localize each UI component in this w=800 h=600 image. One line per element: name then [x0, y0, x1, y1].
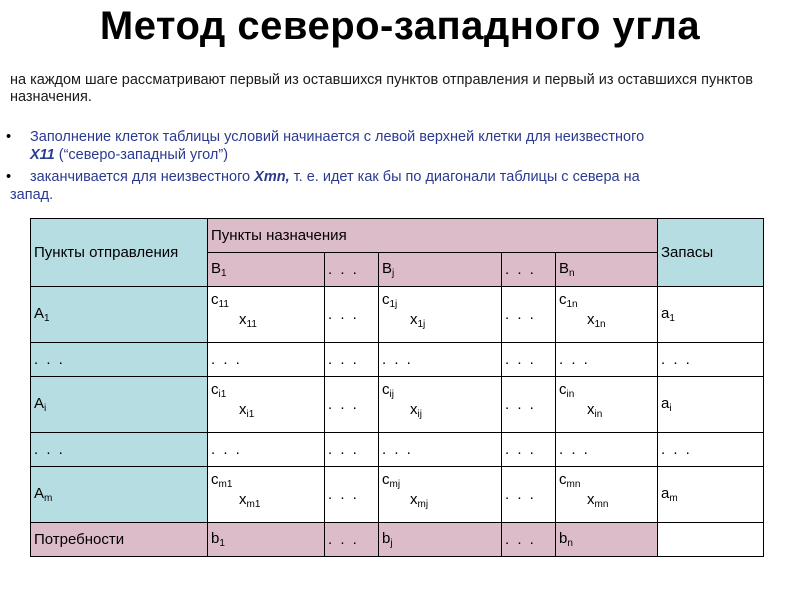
demand-symbol-index: n — [567, 538, 573, 549]
origin-label — [31, 467, 208, 523]
demand-value — [208, 523, 325, 557]
table-row — [31, 467, 764, 523]
bullet-end-text-cont: т. е. идет как бы по диагонали таблицы с севера на — [289, 169, 640, 185]
dest-col-label — [556, 253, 658, 287]
cost-cell — [379, 467, 502, 523]
cost-value: $c_{mj}$ — [382, 470, 401, 490]
demand-value — [379, 523, 502, 557]
cell-dots: . . . — [379, 343, 502, 377]
origin-symbol: $A_m$ — [34, 485, 53, 504]
dest-col-symbol: $B_1$ — [211, 260, 227, 279]
demand-row — [31, 523, 764, 557]
supply-symbol: $a_m$ — [661, 485, 678, 504]
cost-cell-content — [211, 469, 321, 521]
supply-symbol: $a_i$ — [661, 395, 672, 414]
cost-cell-content — [382, 469, 498, 521]
cost-cell-content — [559, 289, 654, 341]
cell-dots: . . . — [325, 343, 379, 377]
bullet-dot-icon: • — [6, 169, 12, 185]
amount-index: 11 — [246, 318, 257, 330]
origin-symbol: $A_i$ — [34, 395, 47, 414]
demand-dots: . . . — [325, 523, 379, 557]
bullet-end-text: заканчивается для неизвестного — [30, 169, 255, 185]
cell-dots: . . . — [502, 287, 556, 343]
dest-col-symbol-index: 1 — [221, 268, 227, 279]
amount-index: m1 — [246, 498, 261, 510]
dest-col-dots: . . . — [325, 253, 379, 287]
bullet-start-variable: X11 — [30, 147, 55, 163]
demand-symbol: $b_j$ — [382, 530, 393, 549]
amount-index: 1n — [594, 318, 606, 330]
amount-index: 1j — [417, 318, 426, 330]
cost-value: $c_{i1}$ — [211, 380, 227, 400]
cost-index: i1 — [218, 388, 227, 400]
cost-index: 1n — [566, 298, 578, 310]
bullet-dot-icon: • — [6, 129, 12, 145]
cost-index: in — [566, 388, 575, 400]
cell-dots: . . . — [556, 433, 658, 467]
amount-index: mn — [594, 498, 609, 510]
cell-dots: . . . — [325, 467, 379, 523]
slide-title: Метод северо-западного угла — [99, 4, 701, 48]
cost-cell — [556, 467, 658, 523]
origin-dots: . . . — [31, 343, 208, 377]
demand-symbol-index: j — [390, 538, 393, 549]
cell-dots: . . . — [658, 433, 764, 467]
cost-index: mj — [389, 478, 401, 490]
cost-cell — [379, 287, 502, 343]
cost-cell — [556, 287, 658, 343]
cost-value: $c_{ij}$ — [382, 380, 394, 400]
ellipsis-row — [31, 433, 764, 467]
cell-dots: . . . — [379, 433, 502, 467]
ellipsis-row — [31, 343, 764, 377]
cost-value: $c_{1n}$ — [559, 290, 578, 310]
origin-symbol-index: i — [44, 403, 47, 414]
dest-col-symbol-index: j — [392, 268, 395, 279]
supply-value — [658, 467, 764, 523]
cost-value: $c_{11}$ — [211, 290, 229, 310]
cost-cell — [556, 377, 658, 433]
amount-index: in — [594, 408, 603, 420]
demand-symbol: $b_1$ — [211, 530, 225, 549]
intro-text: на каждом шаге рассматривают первый из оставшихся пунктов отправления и первый из оставшихся пунктов назначения. — [10, 72, 753, 105]
cell-dots: . . . — [502, 343, 556, 377]
amount-variable: $x_{1j}$ — [410, 310, 426, 330]
dest-header: Пункты назначения — [208, 219, 658, 253]
origin-label — [31, 377, 208, 433]
cell-dots: . . . — [325, 287, 379, 343]
bullet-item-end — [6, 168, 796, 204]
cell-dots: . . . — [208, 343, 325, 377]
cell-dots: . . . — [502, 467, 556, 523]
amount-index: i1 — [246, 408, 255, 420]
cell-dots: . . . — [658, 343, 764, 377]
bullet-end-variable: Xmn, — [254, 169, 290, 185]
bullet-end-text-tail: запад. — [10, 187, 54, 203]
amount-variable: $x_{i1}$ — [239, 400, 255, 420]
supply-value — [658, 287, 764, 343]
amount-variable: $x_{1n}$ — [587, 310, 606, 330]
cost-cell-content — [559, 379, 654, 431]
supply-symbol-index: m — [669, 493, 678, 504]
cost-value: $c_{1j}$ — [382, 290, 398, 310]
cost-cell — [208, 377, 325, 433]
origin-header: Пункты отправления — [31, 219, 208, 287]
table-row — [31, 287, 764, 343]
cell-dots: . . . — [325, 377, 379, 433]
dest-col-symbol-index: n — [569, 268, 575, 279]
transport-table — [30, 218, 764, 557]
cost-cell-content — [382, 289, 498, 341]
cost-index: mn — [566, 478, 581, 490]
cost-cell-content — [211, 379, 321, 431]
cost-cell-content — [559, 469, 654, 521]
bullet-list — [6, 128, 796, 208]
cost-value: $c_{m1}$ — [211, 470, 233, 490]
dest-col-symbol: $B_n$ — [559, 260, 575, 279]
supply-symbol-index: i — [669, 403, 672, 414]
cost-cell — [379, 377, 502, 433]
cost-cell-content — [382, 379, 498, 431]
dest-col-dots: . . . — [502, 253, 556, 287]
cost-cell-content — [211, 289, 321, 341]
origin-symbol-index: m — [44, 493, 53, 504]
origin-dots: . . . — [31, 433, 208, 467]
demand-symbol: $b_n$ — [559, 530, 573, 549]
amount-variable: $x_{ij}$ — [410, 400, 422, 420]
cost-index: 1j — [389, 298, 398, 310]
amount-index: mj — [417, 498, 429, 510]
supply-value — [658, 377, 764, 433]
demand-label: Потребности — [31, 523, 208, 557]
dest-col-label — [208, 253, 325, 287]
bullet-start-note: (“северо-западный угол”) — [54, 147, 229, 163]
bullet-item-start — [6, 128, 796, 164]
demand-empty-cell — [658, 523, 764, 557]
cell-dots: . . . — [502, 377, 556, 433]
amount-variable: $x_{m1}$ — [239, 490, 261, 510]
cost-value: $c_{in}$ — [559, 380, 575, 400]
supply-header: Запасы — [658, 219, 764, 287]
cell-dots: . . . — [325, 433, 379, 467]
amount-variable: $x_{mn}$ — [587, 490, 609, 510]
amount-index: ij — [417, 408, 422, 420]
cost-index: m1 — [218, 478, 233, 490]
amount-variable: $x_{mj}$ — [410, 490, 429, 510]
amount-variable: $x_{11}$ — [239, 310, 257, 330]
demand-value — [556, 523, 658, 557]
origin-symbol: $A_1$ — [34, 305, 50, 324]
supply-symbol: $a_1$ — [661, 305, 675, 324]
cell-dots: . . . — [208, 433, 325, 467]
dest-col-label — [379, 253, 502, 287]
header-row — [31, 219, 764, 253]
cell-dots: . . . — [556, 343, 658, 377]
cost-index: 11 — [218, 298, 229, 310]
demand-dots: . . . — [502, 523, 556, 557]
cost-value: $c_{mn}$ — [559, 470, 581, 490]
cost-cell — [208, 287, 325, 343]
cost-cell — [208, 467, 325, 523]
supply-symbol-index: 1 — [669, 313, 675, 324]
bullet-start-text: Заполнение клеток таблицы условий начинается с левой верхней клетки для неизвестного — [30, 129, 645, 145]
table-row — [31, 377, 764, 433]
cost-index: ij — [389, 388, 394, 400]
amount-variable: $x_{in}$ — [587, 400, 603, 420]
origin-symbol-index: 1 — [44, 313, 50, 324]
cell-dots: . . . — [502, 433, 556, 467]
demand-symbol-index: 1 — [219, 538, 225, 549]
dest-col-symbol: $B_j$ — [382, 260, 395, 279]
origin-label — [31, 287, 208, 343]
